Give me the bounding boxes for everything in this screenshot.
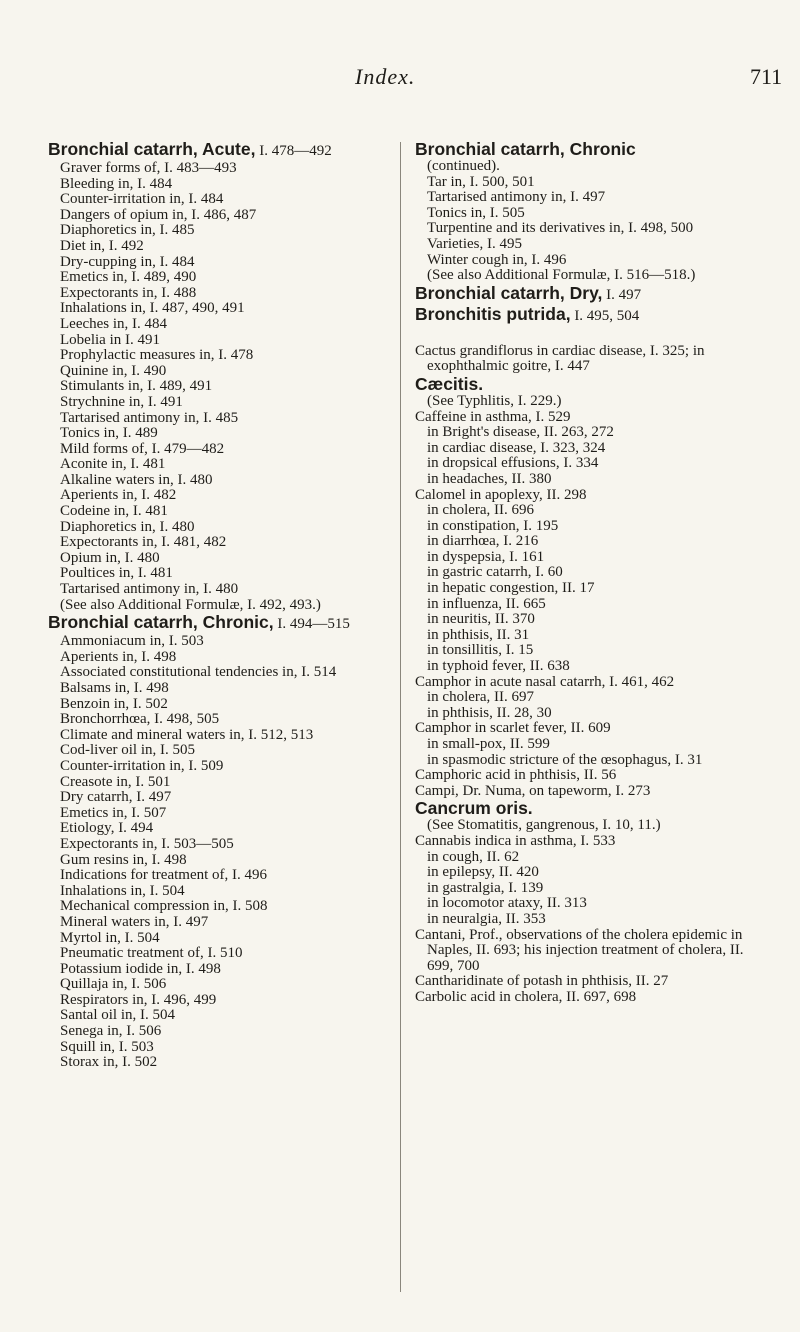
section-gap	[415, 326, 765, 344]
index-subentry: Winter cough in, I. 496	[427, 251, 567, 268]
index-subentry: Potassium iodide in, I. 498	[60, 960, 221, 977]
index-subentry: Stimulants in, I. 489, 491	[60, 378, 213, 395]
index-subentry: in diarrhœa, I. 216	[427, 533, 539, 550]
index-subentry: Prophylactic measures in, I. 478	[60, 347, 254, 364]
index-entry: Cantani, Prof., observations of the cholera epidemic in Naples, II. 693; his injection treatment of cholera, II. 699, 700	[415, 926, 744, 974]
index-subentry: Pneumatic treatment of, I. 510	[60, 945, 243, 962]
index-subentry: Expectorants in, I. 481, 482	[60, 534, 227, 551]
running-head	[0, 60, 800, 100]
heading-term: Bronchitis putrida,	[415, 303, 571, 324]
index-subentry: in gastric catarrh, I. 60	[427, 564, 563, 581]
index-subentry: Quillaja in, I. 506	[60, 976, 167, 993]
index-heading	[415, 284, 765, 305]
index-subentry: Balsams in, I. 498	[60, 680, 169, 696]
heading-reference: I. 478—492	[255, 143, 332, 159]
index-subentry: Etiology, I. 494	[60, 820, 154, 837]
index-subentry: Senega in, I. 506	[60, 1023, 162, 1040]
index-subentry: (See also Additional Formulæ, I. 516—518.)	[427, 267, 696, 284]
index-subentry: in cardiac disease, I. 323, 324	[427, 439, 606, 456]
index-subentry: in gastralgia, I. 139	[427, 879, 544, 896]
index-subentry: in headaches, II. 380	[427, 470, 552, 487]
index-heading	[415, 799, 765, 818]
index-subentry: Strychnine in, I. 491	[60, 393, 183, 410]
heading-reference: I. 497	[602, 286, 642, 303]
index-heading	[48, 140, 388, 161]
heading-term: Bronchial catarrh, Dry,	[415, 282, 603, 303]
index-subentry: Squill in, I. 503	[60, 1038, 154, 1055]
index-subentry: Counter-irritation in, I. 509	[60, 757, 224, 774]
index-subentry: in cholera, II. 696	[427, 502, 535, 519]
index-subentry: in neuritis, II. 370	[427, 611, 535, 628]
index-subentry: in cholera, II. 697	[427, 689, 535, 706]
index-subentry: Dangers of opium in, I. 486, 487	[60, 206, 257, 223]
index-subentry: Cod-liver oil in, I. 505	[60, 742, 195, 759]
page-number: 711	[750, 64, 783, 89]
index-subentry: Dry catarrh, I. 497	[60, 789, 172, 806]
index-subentry: Expectorants in, I. 488	[60, 284, 197, 301]
index-subentry: in phthisis, II. 28, 30	[427, 704, 552, 721]
index-subentry: Dry-cupping in, I. 484	[60, 253, 195, 270]
heading-term: Cæcitis.	[415, 373, 484, 394]
index-subentry: Aperients in, I. 498	[60, 648, 177, 665]
right-column	[415, 140, 765, 1006]
index-entry: Calomel in apoplexy, II. 298	[415, 486, 587, 503]
index-entry: Cannabis indica in asthma, I. 533	[415, 832, 616, 849]
index-subentry: Storax in, I. 502	[60, 1054, 158, 1071]
index-subentry: Bleeding in, I. 484	[60, 175, 173, 192]
index-subentry: Emetics in, I. 507	[60, 804, 167, 821]
index-subentry: in influenza, II. 665	[427, 595, 546, 612]
index-subentry: Mechanical compression in, I. 508	[60, 898, 268, 915]
index-subentry: Tonics in, I. 489	[60, 425, 158, 442]
index-entry: Cantharidinate of potash in phthisis, II. 27	[415, 973, 669, 990]
index-entry: Camphoric acid in phthisis, II. 56	[415, 767, 617, 784]
index-subentry: Leeches in, I. 484	[60, 315, 168, 332]
index-subentry: Tartarised antimony in, I. 485	[60, 409, 239, 426]
index-subentry: Diet in, I. 492	[60, 237, 144, 254]
index-subentry: in cough, II. 62	[427, 848, 520, 865]
index-subentry: in typhoid fever, II. 638	[427, 658, 570, 675]
index-subentry: Tartarised antimony in, I. 497	[427, 189, 606, 206]
index-subentry: Creasote in, I. 501	[60, 773, 171, 790]
index-subentry: Varieties, I. 495	[427, 235, 522, 252]
index-subentry: (continued).	[427, 158, 500, 174]
heading-reference: I. 494—515	[273, 616, 350, 633]
index-entry: Caffeine in asthma, I. 529	[415, 408, 571, 425]
index-subentry: Diaphoretics in, I. 480	[60, 518, 195, 535]
index-subentry: Inhalations in, I. 487, 490, 491	[60, 300, 245, 317]
index-subentry: Associated constitutional tendencies in, I. 514	[60, 664, 337, 681]
index-subentry: Diaphoretics in, I. 485	[60, 222, 195, 239]
index-subentry: Bronchorrhœa, I. 498, 505	[60, 711, 220, 728]
index-subentry: in Bright's disease, II. 263, 272	[427, 424, 614, 441]
index-subentry: Expectorants in, I. 503—505	[60, 835, 234, 852]
index-subentry: in constipation, I. 195	[427, 517, 559, 534]
index-subentry: Alkaline waters in, I. 480	[60, 471, 213, 488]
index-subentry: Opium in, I. 480	[60, 549, 160, 566]
index-subentry: Myrtol in, I. 504	[60, 929, 160, 946]
index-subentry: Tonics in, I. 505	[427, 204, 525, 221]
index-subentry: Counter-irritation in, I. 484	[60, 191, 224, 208]
index-subentry: Aperients in, I. 482	[60, 487, 177, 504]
index-subentry: Mineral waters in, I. 497	[60, 913, 209, 930]
running-title: Index.	[355, 64, 416, 89]
index-subentry: in dropsical effusions, I. 334	[427, 455, 599, 472]
heading-term: Bronchial catarrh, Chronic,	[48, 612, 274, 633]
heading-reference: I. 495, 504	[570, 307, 640, 324]
index-subentry: in phthisis, II. 31	[427, 626, 530, 643]
index-subentry: in dyspepsia, I. 161	[427, 548, 545, 565]
index-subentry: Mild forms of, I. 479—482	[60, 440, 225, 457]
index-subentry: Tar in, I. 500, 501	[427, 173, 535, 190]
index-subentry: in small-pox, II. 599	[427, 736, 550, 752]
index-subentry: Aconite in, I. 481	[60, 456, 166, 473]
index-subentry: in epilepsy, II. 420	[427, 864, 539, 881]
index-entry: Cactus grandiflorus in cardiac disease, I. 325; in exophthalmic goitre, I. 447	[415, 342, 705, 375]
index-subentry: in spasmodic stricture of the œsophagus, I. 31	[427, 751, 703, 768]
index-entry: Carbolic acid in cholera, II. 697, 698	[415, 988, 637, 1005]
index-subentry: (See Stomatitis, gangrenous, I. 10, 11.)	[427, 817, 661, 834]
index-entry: Camphor in scarlet fever, II. 609	[415, 720, 611, 737]
index-subentry: Lobelia in I. 491	[60, 331, 160, 348]
index-subentry: Respirators in, I. 496, 499	[60, 991, 217, 1008]
index-subentry: Graver forms of, I. 483—493	[60, 160, 237, 176]
index-subentry: in locomotor ataxy, II. 313	[427, 895, 587, 912]
index-subentry: Santal oil in, I. 504	[60, 1007, 175, 1024]
index-subentry: in hepatic congestion, II. 17	[427, 580, 595, 597]
left-column	[48, 140, 388, 1071]
index-subentry: Quinine in, I. 490	[60, 362, 167, 379]
index-subentry: (See also Additional Formulæ, I. 492, 493.)	[60, 596, 321, 613]
index-subentry: Climate and mineral waters in, I. 512, 513	[60, 726, 314, 743]
heading-term: Bronchial catarrh, Chronic	[415, 139, 636, 159]
index-subentry: Indications for treatment of, I. 496	[60, 867, 268, 884]
index-subentry: Codeine in, I. 481	[60, 503, 168, 520]
index-subentry: Tartarised antimony in, I. 480	[60, 581, 239, 598]
index-subentry: Poultices in, I. 481	[60, 565, 173, 582]
index-heading	[415, 140, 765, 159]
index-subentry: Gum resins in, I. 498	[60, 851, 187, 868]
index-subentry: Turpentine and its derivatives in, I. 498, 500	[427, 220, 694, 237]
index-subentry: Inhalations in, I. 504	[60, 882, 185, 899]
index-subentry: Emetics in, I. 489, 490	[60, 269, 197, 286]
index-subentry: Benzoin in, I. 502	[60, 695, 168, 712]
column-divider	[400, 142, 401, 1292]
index-entry: Campi, Dr. Numa, on tapeworm, I. 273	[415, 782, 651, 799]
index-heading	[48, 613, 388, 634]
index-entry: Camphor in acute nasal catarrh, I. 461, 462	[415, 673, 675, 690]
index-subentry: (See Typhlitis, I. 229.)	[427, 392, 562, 409]
index-heading	[415, 375, 765, 394]
index-subentry: in tonsillitis, I. 15	[427, 642, 534, 659]
heading-term: Cancrum oris.	[415, 798, 533, 819]
index-subentry: Ammoniacum in, I. 503	[60, 633, 204, 650]
heading-term: Bronchial catarrh, Acute,	[48, 139, 256, 159]
index-subentry: in neuralgia, II. 353	[427, 910, 546, 927]
index-heading	[415, 305, 765, 326]
